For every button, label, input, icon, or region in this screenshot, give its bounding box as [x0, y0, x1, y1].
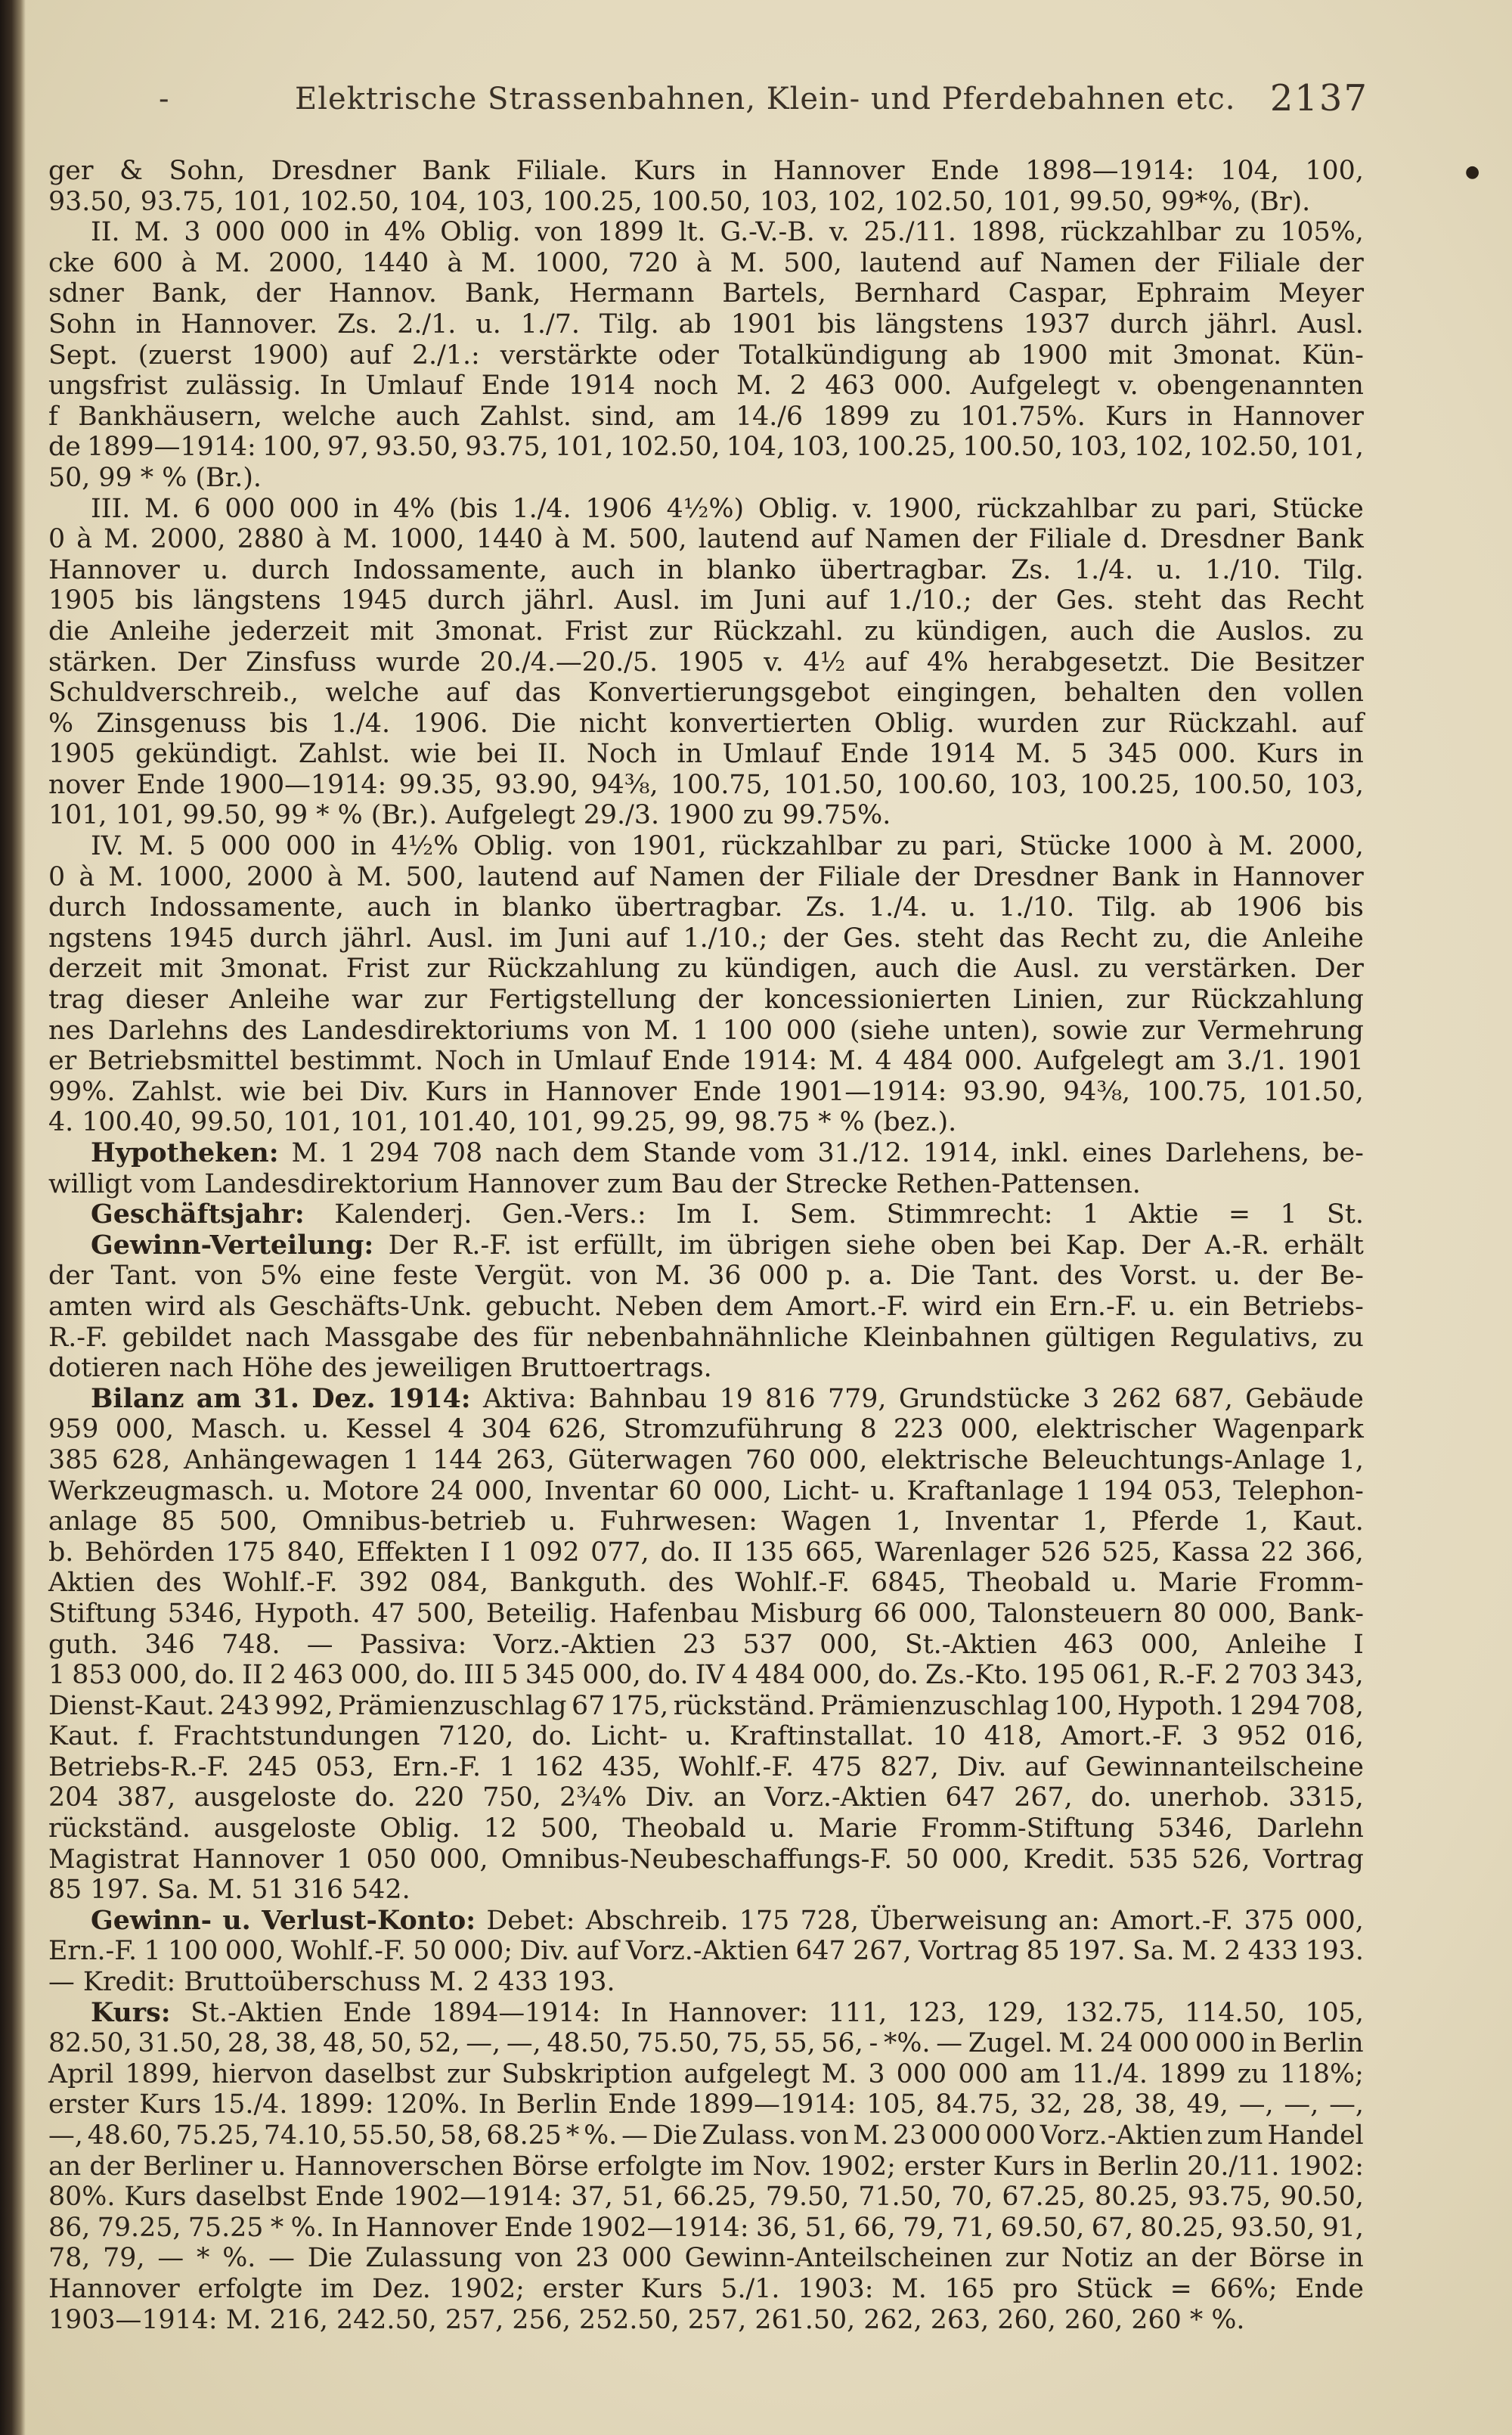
text-line: ngstens 1945 durch jährl. Ausl. im Juni auf 1./10.; der Ges. steht das Recht zu, die Anleihe [48, 923, 1364, 954]
text-line: % Zinsgenuss bis 1./4. 1906. Die nicht konvertierten Oblig. wurden zur Rückzahl. auf [48, 708, 1364, 739]
running-header [53, 77, 1368, 127]
text-line: durch Indossamente, auch in blanko übertragbar. Zs. 1./4. u. 1./10. Tilg. ab 1906 bis [48, 892, 1364, 923]
text-line: 101, 101, 99.50, 99 * % (Br.). Aufgelegt 29./3. 1900 zu 99.75%. [48, 800, 891, 831]
text-line: Dienst-Kaut. 243 992, Prämienzuschlag 67 175, rückständ. Prämienzuschlag 100, Hypoth. 1 294 708, [48, 1690, 1364, 1721]
text-line: dotieren nach Höhe des jeweiligen Bruttoertrags. [48, 1353, 712, 1384]
text-line: 1 853 000, do. II 2 463 000, do. III 5 345 000, do. IV 4 484 000, do. Zs.-Kto. 195 061, R.-F. 2 703 343, [48, 1660, 1364, 1691]
text-line: 82.50, 31.50, 28, 38, 48, 50, 52, —, —, 48.50, 75.50, 75, 55, 56, - *%. — Zugel. M. 24 000 000 in Berlin [48, 2028, 1364, 2059]
text-line: die Anleihe jederzeit mit 3monat. Frist zur Rückzahl. zu kündigen, auch die Auslos. zu [48, 616, 1364, 647]
text-line: 78, 79, — * %. — Die Zulassung von 23 000 Gewinn-Anteilscheinen zur Notiz an der Börse in [48, 2243, 1364, 2274]
text-line: Magistrat Hannover 1 050 000, Omnibus-Neubeschaffungs-F. 50 000, Kredit. 535 526, Vortrag [48, 1844, 1364, 1875]
text-line: erster Kurs 15./4. 1899: 120%. In Berlin Ende 1899—1914: 105, 84.75, 32, 28, 38, 49, —, —, —, [48, 2089, 1364, 2120]
text-line: Ern.-F. 1 100 000, Wohlf.-F. 50 000; Div. auf Vorz.-Aktien 647 267, Vortrag 85 197. Sa. M. 2 433 193. [48, 1936, 1364, 1967]
text-line: guth. 346 748. — Passiva: Vorz.-Aktien 23 537 000, St.-Aktien 463 000, Anleihe I [48, 1629, 1364, 1660]
text-line: Kurs: St.-Aktien Ende 1894—1914: In Hannover: 111, 123, 129, 132.75, 114.50, 105, [91, 1996, 1364, 2028]
text-line: Hannover erfolgte im Dez. 1902; erster Kurs 5./1. 1903: M. 165 pro Stück = 66%; Ende [48, 2273, 1364, 2304]
text-line: 385 628, Anhängewagen 1 144 263, Güterwagen 760 000, elektrische Beleuchtungs-Anlage 1, [48, 1444, 1364, 1475]
text-line: Betriebs-R.-F. 245 053, Ern.-F. 1 162 435, Wohlf.-F. 475 827, Div. auf Gewinnanteilscheine [48, 1751, 1364, 1782]
text-line: 85 197. Sa. M. 51 316 542. [48, 1875, 411, 1906]
text-line: 99%. Zahlst. wie bei Div. Kurs in Hannover Ende 1901—1914: 93.90, 94⅜, 100.75, 101.50, [48, 1076, 1364, 1107]
text-line: rückständ. ausgeloste Oblig. 12 500, Theobald u. Marie Fromm-Stiftung 5346, Darlehn [48, 1813, 1364, 1844]
text-line: Schuldverschreib., welche auf das Konvertierungsgebot eingingen, behalten den vollen [48, 678, 1364, 709]
book-binding-shadow [0, 0, 26, 2435]
text-line: de 1899—1914: 100, 97, 93.50, 93.75, 101, 102.50, 104, 103, 100.25, 100.50, 103, 102, 102.50, 101, [48, 432, 1364, 463]
text-line: 959 000, Masch. u. Kessel 4 304 626, Stromzuführung 8 223 000, elektrischer Wagenpark [48, 1414, 1364, 1445]
text-line: R.-F. gebildet nach Massgabe des für nebenbahnähnliche Kleinbahnen gültigen Regulativs, zu [48, 1322, 1364, 1353]
text-line: Kaut. f. Frachtstundungen 7120, do. Licht- u. Kraftinstallat. 10 418, Amort.-F. 3 952 016, [48, 1721, 1364, 1752]
body-text [48, 156, 1364, 2335]
text-line: an der Berliner u. Hannoverschen Börse erfolgte im Nov. 1902; erster Kurs in Berlin 20./11. 1902: [48, 2151, 1364, 2182]
text-line: IV. M. 5 000 000 in 4½% Oblig. von 1901, rückzahlbar zu pari, Stücke 1000 à M. 2000, [91, 831, 1364, 862]
text-line: 80%. Kurs daselbst Ende 1902—1914: 37, 51, 66.25, 79.50, 71.50, 70, 67.25, 80.25, 93.75, 90.50, [48, 2182, 1364, 2213]
text-line: —, 48.60, 75.25, 74.10, 55.50, 58, 68.25 * %. — Die Zulass. von M. 23 000 000 Vorz.-Aktien zum Handel [48, 2120, 1364, 2151]
text-line: sdner Bank, der Hannov. Bank, Hermann Bartels, Bernhard Caspar, Ephraim Meyer [48, 278, 1364, 309]
text-line: Sohn in Hannover. Zs. 2./1. u. 1./7. Tilg. ab 1901 bis längstens 1937 durch jährl. Ausl. [48, 309, 1364, 340]
text-line: Stiftung 5346, Hypoth. 47 500, Beteilig. Hafenbau Misburg 66 000, Talonsteuern 80 000, Bank- [48, 1598, 1364, 1629]
text-line: Hannover u. durch Indossamente, auch in blanko übertragbar. Zs. 1./4. u. 1./10. Tilg. [48, 554, 1364, 585]
text-line: 86, 79.25, 75.25 * %. In Hannover Ende 1902—1914: 36, 51, 66, 79, 71, 69.50, 67, 80.25, 93.50, 91, [48, 2212, 1364, 2243]
text-line: III. M. 6 000 000 in 4% (bis 1./4. 1906 4½%) Oblig. v. 1900, rückzahlbar zu pari, Stücke [91, 493, 1364, 524]
text-line: Aktien des Wohlf.-F. 392 084, Bankguth. des Wohlf.-F. 6845, Theobald u. Marie Fromm- [48, 1568, 1364, 1599]
text-line: 1905 gekündigt. Zahlst. wie bei II. Noch in Umlauf Ende 1914 M. 5 345 000. Kurs in [48, 739, 1364, 770]
text-line: ungsfrist zulässig. In Umlauf Ende 1914 noch M. 2 463 000. Aufgelegt v. obengenannten [48, 371, 1364, 402]
text-line: trag dieser Anleihe war zur Fertigstellung der koncessionierten Linien, zur Rückzahlung [48, 985, 1364, 1016]
text-line: b. Behörden 175 840, Effekten I 1 092 077, do. II 135 665, Warenlager 526 525, Kassa 22 366, [48, 1537, 1364, 1568]
margin-bullet-mark: ● [1465, 163, 1480, 181]
text-line: 1903—1914: M. 216, 242.50, 257, 256, 252.50, 257, 261.50, 262, 263, 260, 260, 260 * %. [48, 2304, 1245, 2335]
text-line: anlage 85 500, Omnibus-betrieb u. Fuhrwesen: Wagen 1, Inventar 1, Pferde 1, Kaut. [48, 1506, 1364, 1537]
text-line: amten wird als Geschäfts-Unk. gebucht. Neben dem Amort.-F. wird ein Ern.-F. u. ein Betriebs- [48, 1291, 1364, 1322]
text-line: Bilanz am 31. Dez. 1914: Aktiva: Bahnbau 19 816 779, Grundstücke 3 262 687, Gebäude [91, 1382, 1364, 1414]
text-line: Gewinn- u. Verlust-Konto: Debet: Abschreib. 175 728, Überweisung an: Amort.-F. 375 000, [91, 1904, 1364, 1936]
text-line: 0 à M. 1000, 2000 à M. 500, lautend auf Namen der Filiale der Dresdner Bank in Hannover [48, 861, 1364, 892]
text-line: er Betriebsmittel bestimmt. Noch in Umlauf Ende 1914: M. 4 484 000. Aufgelegt am 3./1. 1901 [48, 1046, 1364, 1077]
text-line: Werkzeugmasch. u. Motore 24 000, Inventar 60 000, Licht- u. Kraftanlage 1 194 053, Telephon- [48, 1475, 1364, 1506]
text-line: nover Ende 1900—1914: 99.35, 93.90, 94⅜, 100.75, 101.50, 100.60, 103, 100.25, 100.50, 103, [48, 769, 1364, 800]
text-line: Sept. (zuerst 1900) auf 2./1.: verstärkte oder Totalkündigung ab 1900 mit 3monat. Kün- [48, 340, 1364, 371]
text-line: Geschäftsjahr: Kalenderj. Gen.-Vers.: Im I. Sem. Stimmrecht: 1 Aktie = 1 St. [91, 1199, 1364, 1230]
text-line: 93.50, 93.75, 101, 102.50, 104, 103, 100.25, 100.50, 103, 102, 102.50, 101, 99.50, 99*%, (Br). [48, 186, 1311, 217]
text-line: nes Darlehns des Landesdirektoriums von M. 1 100 000 (siehe unten), sowie zur Vermehrung [48, 1015, 1364, 1046]
text-line: Gewinn-Verteilung: Der R.-F. ist erfüllt, im übrigen siehe oben bei Kap. Der A.-R. erhält [91, 1229, 1364, 1261]
page-number: 2137 [1269, 77, 1368, 119]
text-line: 0 à M. 2000, 2880 à M. 1000, 1440 à M. 500, lautend auf Namen der Filiale d. Dresdner Bank [48, 524, 1364, 555]
text-line: — Kredit: Bruttoüberschuss M. 2 433 193. [48, 1967, 615, 1998]
text-line: ger & Sohn, Dresdner Bank Filiale. Kurs in Hannover Ende 1898—1914: 104, 100, [48, 156, 1364, 186]
text-line: April 1899, hiervon daselbst zur Subskription aufgelegt M. 3 000 000 am 11./4. 1899 zu 118%; [48, 2058, 1364, 2089]
text-line: Hypotheken: M. 1 294 708 nach dem Stande vom 31./12. 1914, inkl. eines Darlehens, be- [91, 1137, 1364, 1168]
header-title: Elektrische Strassenbahnen, Klein- und Pferdebahnen etc. [295, 82, 1236, 116]
text-line: stärken. Der Zinsfuss wurde 20./4.—20./5. 1905 v. 4½ auf 4% herabgesetzt. Die Besitzer [48, 647, 1364, 678]
text-line: 50, 99 * % (Br.). [48, 462, 262, 493]
text-line: willigt vom Landesdirektorium Hannover zum Bau der Strecke Rethen-Pattensen. [48, 1168, 1141, 1199]
text-line: 4. 100.40, 99.50, 101, 101, 101.40, 101, 99.25, 99, 98.75 * % (bez.). [48, 1107, 957, 1138]
text-line: 1905 bis längstens 1945 durch jährl. Ausl. im Juni auf 1./10.; der Ges. steht das Recht [48, 585, 1364, 616]
header-dash: - [159, 82, 170, 116]
text-line: der Tant. von 5% eine feste Vergüt. von M. 36 000 p. a. Die Tant. des Vorst. u. der Be- [48, 1261, 1364, 1292]
text-line: 204 387, ausgeloste do. 220 750, 2¾% Div. an Vorz.-Aktien 647 267, do. unerhob. 3315, [48, 1782, 1364, 1813]
text-line: cke 600 à M. 2000, 1440 à M. 1000, 720 à M. 500, lautend auf Namen der Filiale der [48, 247, 1364, 278]
text-line: II. M. 3 000 000 in 4% Oblig. von 1899 lt. G.-V.-B. v. 25./11. 1898, rückzahlbar zu 105%, [91, 217, 1364, 248]
text-line: f Bankhäusern, welche auch Zahlst. sind, am 14./6 1899 zu 101.75%. Kurs in Hannover [48, 401, 1364, 432]
text-line: derzeit mit 3monat. Frist zur Rückzahlung zu kündigen, auch die Ausl. zu verstärken. Der [48, 954, 1364, 985]
